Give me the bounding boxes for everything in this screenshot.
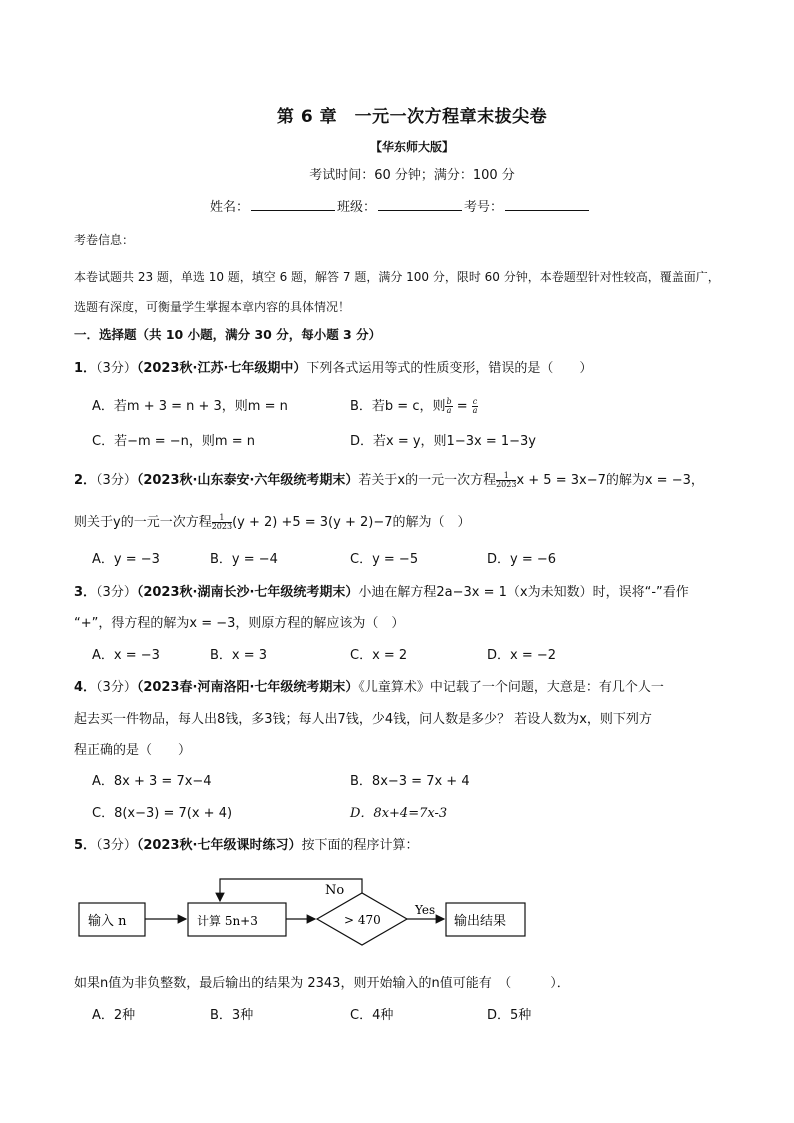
question-source: （2023秋·江苏·七年级期中） [136, 361, 307, 376]
question-5: 5．（3分）（2023秋·七年级课时练习）按下面的程序计算： [74, 838, 419, 853]
question-3: 3．（3分）（2023秋·湖南长沙·七年级统考期末）小迪在解方程2a−3x = 1（x为未知数）时，误将“-”看作 [74, 585, 689, 600]
q3-option-a[interactable]: A．x = −3 [92, 648, 160, 663]
q4-option-a[interactable]: A．8x + 3 = 7x−4 [92, 774, 212, 789]
q3-option-b[interactable]: B．x = 3 [210, 648, 268, 663]
no-label: No [325, 883, 345, 898]
exam-time: 考试时间：60 分钟；满分：100 分 [309, 168, 515, 183]
q4-option-d[interactable]: D．8x+4=7x-3 [350, 806, 448, 821]
q1-option-d[interactable]: D．若x = y，则1−3x = 1−3y [350, 434, 536, 449]
class-field[interactable] [378, 198, 462, 211]
q2-option-b[interactable]: B．y = −4 [210, 552, 278, 567]
question-5-after: 如果n值为非负整数，最后输出的结果为 2343，则开始输入的n值可能有 （ ）． [74, 976, 570, 991]
q1-option-a[interactable]: A．若m + 3 = n + 3，则m = n [92, 399, 288, 414]
edition-label: 【华东师大版】 [369, 140, 454, 154]
compute-label: 计算 5n+3 [197, 914, 258, 928]
info-text: 本卷试题共 23 题，单选 10 题，填空 6 题，解答 7 题，满分 100 分，限时 60 分钟，本卷题型针对性较高，覆盖面广，选题有深度，可衡量学生掌握本章内容的具体情况！ [74, 270, 720, 314]
question-2: 2．（3分）（2023秋·山东泰安·六年级统考期末）若关于x的一元一次方程 $\frac{1}{2023}$ x + 5 = 3x−7的解为x = −3， [74, 471, 704, 489]
page-title: 第 6 章 一元一次方程章末拔尖卷 [276, 107, 548, 127]
q5-option-d[interactable]: D．5种 [487, 1008, 532, 1023]
class-label: 班级： [337, 200, 377, 215]
info-title: 考卷信息： [74, 233, 135, 247]
student-info-fields [210, 196, 591, 215]
input-label: 输入 n [88, 914, 127, 929]
q2-option-a[interactable]: A．y = −3 [92, 552, 160, 567]
q3-option-d[interactable]: D．x = −2 [487, 648, 557, 663]
question-1 [74, 357, 592, 376]
question-4-line3: 程正确的是（ ） [74, 743, 192, 758]
yes-label: Yes [415, 903, 436, 917]
condition-label: > 470 [344, 913, 381, 927]
q2-option-c[interactable]: C．y = −5 [350, 552, 419, 567]
question-2-line2: 则关于y的一元一次方程 $\frac{1}{2023}$ (y + 2) +5 = 3(y + 2)−7的解为（ ） [74, 513, 471, 531]
program-flowchart [70, 870, 540, 950]
question-4-line2: 起去买一件物品，每人出8钱，多3钱；每人出7钱，少4钱，问人数是多少？ 若设人数为x，则下列方 [74, 712, 652, 727]
name-label: 姓名： [210, 200, 250, 215]
fraction: $\frac{1}{2023}$ [496, 471, 517, 489]
q4-option-c[interactable]: C．8(x−3) = 7(x + 4) [92, 806, 233, 821]
q5-option-c[interactable]: C．4种 [350, 1008, 394, 1023]
q1-option-c[interactable]: C．若−m = −n，则m = n [92, 434, 255, 449]
number-label: 考号： [464, 200, 504, 215]
number-field[interactable] [505, 198, 589, 211]
question-stem: 下列各式运用等式的性质变形，错误的是（ ） [306, 361, 593, 376]
fraction: $\frac{1}{2023}$ [211, 513, 233, 531]
question-4: 4．（3分）（2023春·河南洛阳·七年级统考期末）《儿童算术》中记载了一个问题，大意是：有几个人一 [74, 680, 664, 695]
output-label: 输出结果 [454, 914, 507, 929]
section-heading: 一．选择题（共 10 小题，满分 30 分，每小题 3 分） [74, 327, 382, 342]
q3-option-c[interactable]: C．x = 2 [350, 648, 408, 663]
q5-option-a[interactable]: A．2种 [92, 1008, 136, 1023]
q4-option-b[interactable]: B．8x−3 = 7x + 4 [350, 774, 470, 789]
question-score: （3分） [96, 361, 137, 376]
q1-option-b[interactable]: B．若b = c，则 $\frac{b}{a}$ = $\frac{c}{a}$ [350, 397, 478, 415]
question-number: 1． [74, 361, 97, 376]
question-3-line2: “+”，得方程的解为x = −3，则原方程的解应该为（ ） [74, 616, 405, 631]
q5-option-b[interactable]: B．3种 [210, 1008, 254, 1023]
q2-option-d[interactable]: D．y = −6 [487, 552, 557, 567]
name-field[interactable] [251, 198, 335, 211]
